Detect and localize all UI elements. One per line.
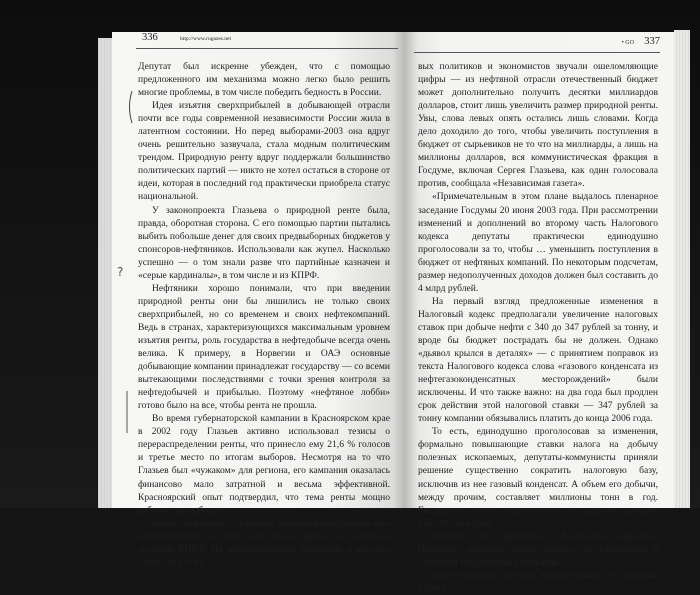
pencil-question-mark-icon [116,264,126,280]
left-paragraph-6: Борьба за изъятие у сырьевых олигархов получаемых ими сверхприбылей в 2003 году стала одним из основных лозунгов КПРФ. На многочисленных собраниях и круглых столах из уст из- [138,517,390,568]
left-paragraph-2: Идея изъятия сверхприбылей в добывающей отрасли почти все годы современной независимости России жила в латентном состоянии. Но перед выборами-2003 она вдруг очень решительно зазвучала, стала модным политическим трендом. Природную ренту вдруг поддержали большинство политических партий — никто не хотел остаться в стороне от идеи, которая в последний год практически приобрела статус национальной. [138,100,390,203]
right-paragraph-4: То есть, единодушно проголосовав за изменения, формально повышающие ставки налога на добычу полезных ископаемых, депутаты-коммунисты приняли решение существенно сократить налоговую базу, исключив из нее газовый конденсат. А объем его добычи, между прочим, составляет миллионы тонн в год. Государство могло недосчитаться, по разным оценкам, 150–200 млн долл. [418,426,658,529]
left-header-rule [136,48,398,49]
right-header-rule [414,52,660,53]
right-header-mark: • GO [621,40,634,46]
left-paragraph-4: Нефтяники хорошо понимали, что при введении природной ренты они бы лишились не только своих сверхприбылей, но со временем и своих нефтекомпаний. Ведь в странах, характеризующихся максимальным уровнем изъятия ренты, роль государства в нефтедобыче всегда очень велика. К примеру, в Норвегии и ОАЭ основные добывающие компании принадлежат государству — со всеми вытекающими последствиями с точки зрения контроля за нефтедобычей и прибылью. Поэтому «нефтяное лобби» готово было на все, чтобы рента не прошла. [138,282,390,412]
left-paragraph-3: У законопроекта Глазьева о природной ренте была, правда, оборотная сторона. С его помощью партии пытались выбить побольше денег для своих предвыборных бюджетов у спонсоров-нефтяников. Использовали как жупел. Насколько успешно — о том знали разве что партийные казначеи и «серые кардиналы», в том числе и из КПРФ. [138,204,390,281]
right-page-header [622,36,660,47]
right-paragraph-5: Почему так произошло? Возможны варианты. Например, депутаты могли попросту не разобраться в сущности предлагаемых поправок. [418,530,658,568]
right-paragraph-1: вых политиков и экономистов звучали ошеломляющие цифры — из нефтяной отрасли отечественный бюджет может дополнительно получить десятки миллиардов долларов, стоит лишь увеличить размер природной ренты. Увы, слова левых опять остались лишь словами. Когда дело доходило до того, чтобы увеличить поступления в бюджет от сырьевиков не то что на миллиарды, а лишь на миллионы долларов, вся коммунистическая фракция в Госдуме, включая Сергея Глазьева, как один голосовала против, сообщала «Независимая газета». [418,61,658,190]
left-page-text [138,60,390,569]
right-paragraph-3: На первый взгляд предложенные изменения в Налоговый кодекс предполагали увеличение налоговых ставок при добыче нефти с 340 до 347 рублей за тонну, и вроде бы бюджет пострадать бы не должен. Однако «дьявол крылся в деталях» — с принятием поправок из текста Налогового кодекса слова «газового конденсата из нефтегазоконденсатных месторождений» были исключены. И что также важно: на два года был продлен срок действия этой налоговой ставки — 347 рублей за тонну компании обязывались платить до конца 2006 года. [418,295,658,425]
left-paragraph-5: Во время губернаторской кампании в Красноярском крае в 2002 году Глазьев активно использовал тезисы о перераспределении ренты, что принесло ему 21,6 % голосов и третье место по итогам выборов. Несмотря на то что Глазьев был «чужаком» для региона, его кампания оказалась финансово мало затратной и весьма эффективной. Красноярский опыт подтвердил, что тема ренты мощно работает на выборах. [138,413,390,516]
pencil-bracket-icon [126,90,134,124]
right-page-text [418,60,658,595]
right-page [404,32,674,594]
open-book [112,32,674,594]
left-page-header [142,32,231,43]
left-paragraph-1: Депутат был искренне убежден, что с помощью предложенного им механизма можно легко было решить многие проблемы, в том числе победить бедность в России. [138,61,390,99]
right-paragraph-2: «Примечательным в этом плане выдалось пленарное заседание Госдумы 20 июня 2003 года. При рассмотрении изменений и дополнений во второму часть Налогового кодекса депутаты практически единодушно проголосовали за то, чтобы … уменьшить поступления в бюджет от нефтяных компаний. По некоторым подсчетам, размер недополученных доходов должен был составить до 4 млрд рублей. [418,191,658,294]
svg-text:?: ? [117,265,124,279]
right-page-edge [674,30,690,508]
left-page [112,32,404,568]
left-page-url: http://www.rugazes.net [180,36,232,42]
left-page-number: 336 [142,32,158,43]
pencil-vertical-line-icon [124,390,130,434]
right-paragraph-6: Более вероятна, конечно, другая причина — активная работа [418,569,658,594]
right-page-number: 337 [644,36,660,47]
